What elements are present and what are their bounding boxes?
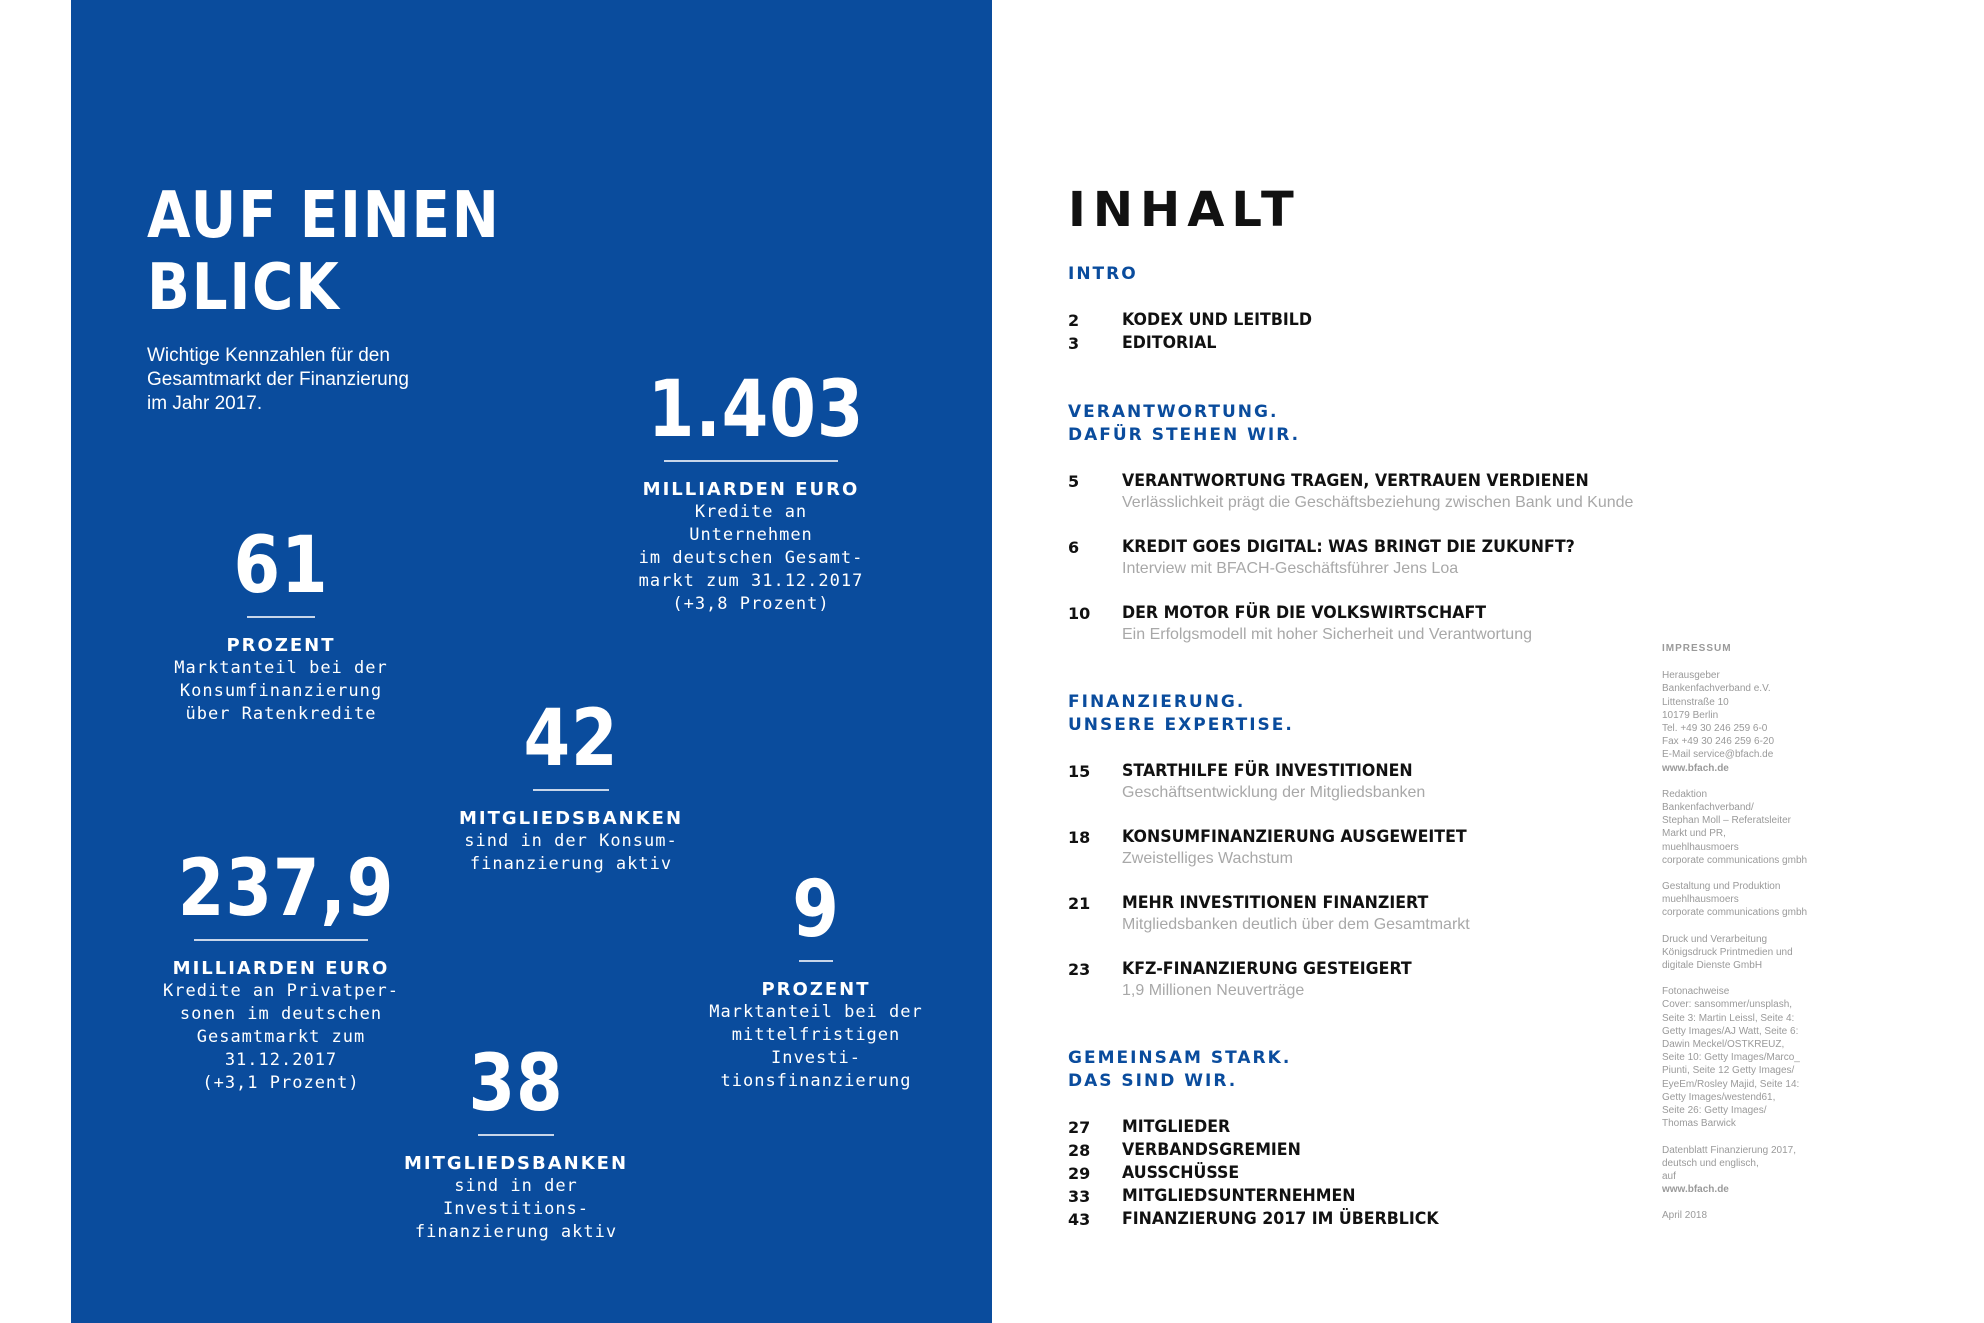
toc-page-number: 5 xyxy=(1068,472,1080,491)
impressum-publisher: Herausgeber Bankenfachverband e.V. Littenstraße 10 10179 Berlin Tel. +49 30 246 259 6-0 Fax +49 30 246 259 6-20 E-Mail service@bfach.de www.bfach.de xyxy=(1662,669,1832,775)
stat-desc-line: im deutschen Gesamt- xyxy=(638,548,864,568)
impressum-heading: IMPRESSUM xyxy=(1662,643,1732,654)
toc-entry-title: DER MOTOR FÜR DIE VOLKSWIRTSCHAFT xyxy=(1122,603,1487,623)
stat-desc-line: markt zum 31.12.2017 xyxy=(638,571,864,591)
toc-entry-subtitle: Geschäftsentwicklung der Mitgliedsbanken xyxy=(1122,784,1426,801)
toc-section-heading-verantwortung: VERANTWORTUNG. DAFÜR STEHEN WIR. xyxy=(1068,402,1301,445)
stat-member-banks-investment xyxy=(396,1040,636,1244)
toc-page-number: 23 xyxy=(1068,960,1091,979)
stat-desc-line: sind in der Investitions- xyxy=(442,1176,590,1219)
stat-unit: PROZENT xyxy=(226,635,336,656)
toc-entry-subtitle: 1,9 Millionen Neuverträge xyxy=(1122,982,1305,999)
toc-entry-title: KONSUMFINANZIERUNG AUSGEWEITET xyxy=(1122,827,1467,847)
toc-page-number: 28 xyxy=(1068,1141,1091,1160)
stat-desc-line: sind in der Konsum- xyxy=(464,831,678,851)
toc-entry-title: KREDIT GOES DIGITAL: WAS BRINGT DIE ZUKUNFT? xyxy=(1122,537,1575,557)
toc-page-number: 2 xyxy=(1068,311,1080,330)
stat-number: 38 xyxy=(468,1039,564,1129)
toc-page-number: 29 xyxy=(1068,1164,1091,1183)
toc-entry-title: KFZ-FINANZIERUNG GESTEIGERT xyxy=(1122,959,1412,979)
impressum-photo-credits: Fotonachweise Cover: sansommer/unsplash, Seite 3: Martin Leissl, Seite 4: Getty Images/AJ Watt, Seite 6: Dawin Meckel/OSTKREUZ, Seite 10: Getty Images/Marco_ Piunti, Seite 12 Getty Images/ EyeEm/Rosley Majid, Seite 14: Getty Images/westend61, Seite 26: Getty Images/ Thomas Barwick xyxy=(1662,986,1800,1130)
stat-desc-line: Marktanteil bei der xyxy=(709,1002,923,1022)
toc-entry-title: AUSSCHÜSSE xyxy=(1122,1163,1240,1183)
toc-entry-subtitle: Mitgliedsbanken deutlich über dem Gesamtmarkt xyxy=(1122,916,1470,933)
stat-desc-line: (+3,1 Prozent) xyxy=(202,1073,360,1093)
stat-desc-line: Kredite an Unternehmen xyxy=(689,502,813,545)
stat-number: 1.403 xyxy=(647,365,865,455)
stat-divider xyxy=(247,616,315,618)
toc-entry-title: FINANZIERUNG 2017 IM ÜBERBLICK xyxy=(1122,1209,1439,1229)
panel-subtitle: Wichtige Kennzahlen für den Gesamtmarkt der Finanzierung im Jahr 2017. xyxy=(147,345,409,414)
impressum-design: Gestaltung und Produktion muehlhausmoers corporate communications gmbh xyxy=(1662,881,1808,919)
toc-page-number: 6 xyxy=(1068,538,1080,557)
toc-page-number: 18 xyxy=(1068,828,1091,847)
stat-number: 61 xyxy=(233,521,329,611)
stat-desc-line: Kredite an Privatper- xyxy=(163,981,399,1001)
stat-unit: MITGLIEDSBANKEN xyxy=(403,1153,629,1174)
stat-unit: MILLIARDEN EURO xyxy=(172,958,390,979)
impressum-web-link[interactable]: www.bfach.de xyxy=(1662,762,1729,774)
stat-divider xyxy=(478,1134,554,1136)
stat-divider xyxy=(664,460,838,462)
toc-entry-title: VERANTWORTUNG TRAGEN, VERTRAUEN VERDIENEN xyxy=(1122,471,1589,491)
toc-entry-title: EDITORIAL xyxy=(1122,333,1217,353)
stat-unit: MITGLIEDSBANKEN xyxy=(458,808,684,829)
toc-section-heading-intro: INTRO xyxy=(1068,264,1138,284)
toc-title: INHALT xyxy=(1068,182,1301,238)
stat-divider xyxy=(194,939,368,941)
stat-desc-line: Gesamtmarkt zum xyxy=(196,1027,366,1047)
impressum-print: Druck und Verarbeitung Königsdruck Printmedien und digitale Dienste GmbH xyxy=(1662,933,1793,972)
stat-number: 42 xyxy=(523,694,619,784)
panel-title: AUF EINEN BLICK xyxy=(147,179,501,325)
impressum-date: April 2018 xyxy=(1662,1210,1708,1222)
overview-panel xyxy=(71,0,992,1323)
stat-desc-line: mittelfristigen Investi- xyxy=(731,1025,901,1068)
toc-page-number: 3 xyxy=(1068,334,1080,353)
stat-credit-companies xyxy=(631,366,871,616)
impressum-datasheet: Datenblatt Finanzierung 2017, deutsch und englisch, auf www.bfach.de xyxy=(1662,1144,1832,1197)
toc-entry-title: STARTHILFE FÜR INVESTITIONEN xyxy=(1122,761,1413,781)
toc-entry-subtitle: Ein Erfolgsmodell mit hoher Sicherheit und Verantwortung xyxy=(1122,626,1532,643)
toc-page-number: 21 xyxy=(1068,894,1091,913)
toc-page-number: 15 xyxy=(1068,762,1091,781)
stat-credit-private xyxy=(161,845,401,1095)
stat-investment-share xyxy=(696,866,936,1093)
toc-entry-title: MEHR INVESTITIONEN FINANZIERT xyxy=(1122,893,1429,913)
impressum xyxy=(1662,642,1832,1236)
toc-entry-title: MITGLIEDER xyxy=(1122,1117,1231,1137)
stat-member-banks-consumer xyxy=(451,695,691,876)
stat-number: 237,9 xyxy=(177,844,395,934)
toc-entry-title: VERBANDSGREMIEN xyxy=(1122,1140,1301,1160)
stat-consumer-share xyxy=(166,522,396,726)
stat-desc-line: finanzierung aktiv xyxy=(414,1222,618,1242)
toc-section-heading-finanzierung: FINANZIERUNG. UNSERE EXPERTISE. xyxy=(1068,692,1294,735)
toc-entry-title: MITGLIEDSUNTERNEHMEN xyxy=(1122,1186,1356,1206)
toc-entry-subtitle: Verlässlichkeit prägt die Geschäftsbeziehung zwischen Bank und Kunde xyxy=(1122,494,1634,511)
stat-desc-line: 31.12.2017 xyxy=(224,1050,338,1070)
toc-page-number: 10 xyxy=(1068,604,1091,623)
stat-desc-line: über Ratenkredite xyxy=(185,704,377,724)
toc-section-heading-gemeinsam: GEMEINSAM STARK. DAS SIND WIR. xyxy=(1068,1048,1292,1091)
stat-desc-line: sonen im deutschen xyxy=(179,1004,383,1024)
stat-desc-line: Konsumfinanzierung xyxy=(179,681,383,701)
toc-page-number: 27 xyxy=(1068,1118,1091,1137)
toc-page-number: 33 xyxy=(1068,1187,1091,1206)
stat-divider xyxy=(533,789,609,791)
stat-desc-line: finanzierung aktiv xyxy=(469,854,673,874)
stat-number: 9 xyxy=(792,865,840,955)
toc-entry-subtitle: Zweistelliges Wachstum xyxy=(1122,850,1294,867)
stat-unit: PROZENT xyxy=(761,979,871,1000)
stat-desc-line: Marktanteil bei der xyxy=(174,658,388,678)
impressum-editorial: Redaktion Bankenfachverband/ Stephan Moll – Referatsleiter Markt und PR, muehlhausmoers corporate communications gmbh xyxy=(1662,788,1808,866)
toc-entry-title: KODEX UND LEITBILD xyxy=(1122,310,1312,330)
toc-page-number: 43 xyxy=(1068,1210,1091,1229)
stat-unit: MILLIARDEN EURO xyxy=(642,479,860,500)
stat-desc-line: (+3,8 Prozent) xyxy=(672,594,830,614)
stat-divider xyxy=(799,960,833,962)
impressum-datasheet-link[interactable]: www.bfach.de xyxy=(1662,1184,1729,1196)
toc-entry-subtitle: Interview mit BFACH-Geschäftsführer Jens Loa xyxy=(1122,560,1459,577)
stat-desc-line: tionsfinanzierung xyxy=(720,1071,912,1091)
